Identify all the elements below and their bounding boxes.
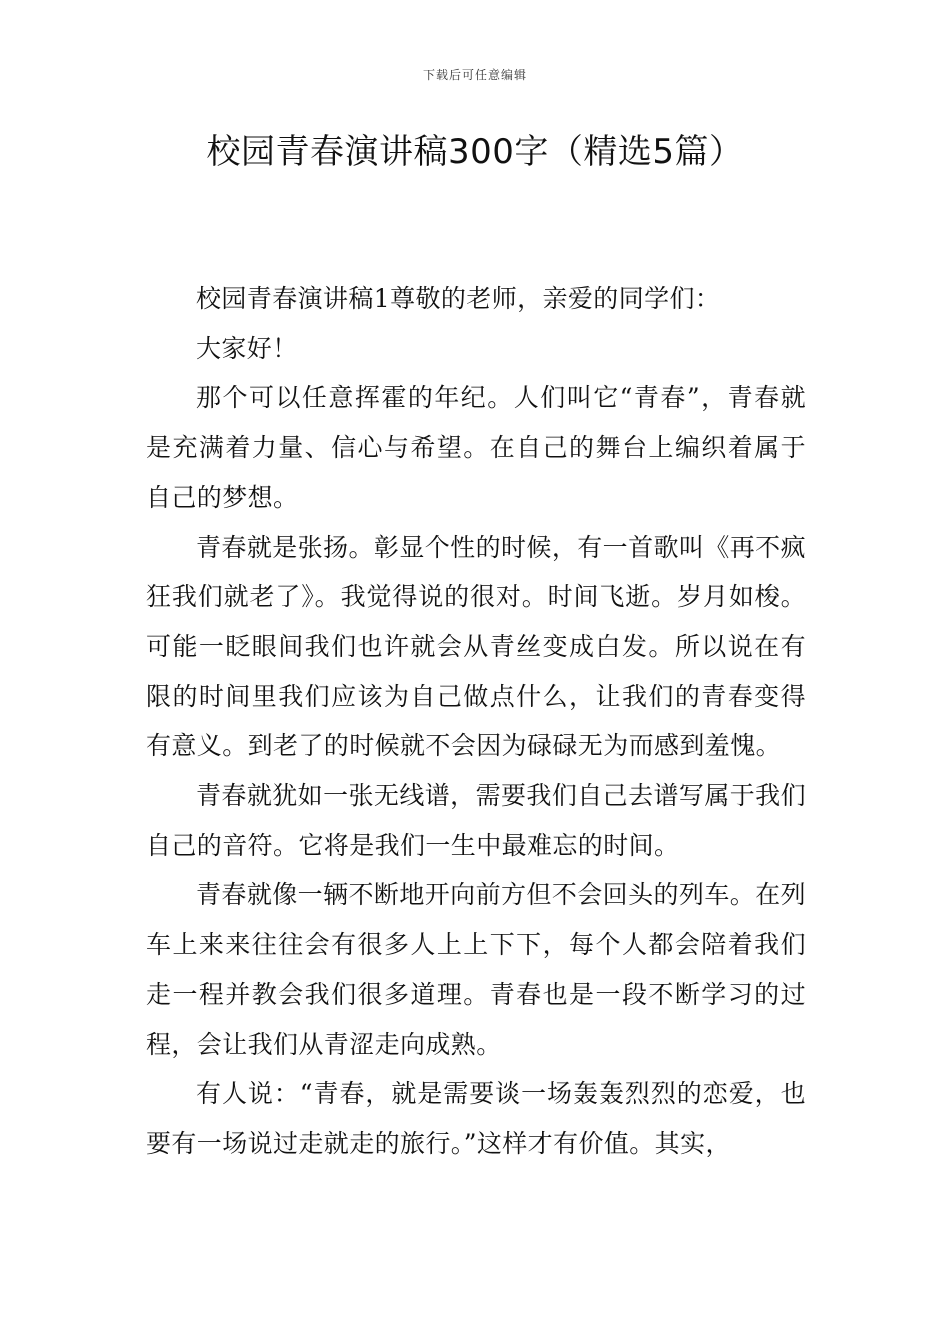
paragraph-3: 那个可以任意挥霍的年纪。人们叫它“青春”，青春就是充满着力量、信心与希望。在自己的舞台上编织着属于自己的梦想。 [146, 383, 806, 512]
header-note: 下载后可任意编辑 [422, 68, 527, 82]
document-title: 校园青春演讲稿300字（精选5篇） [206, 132, 744, 172]
paragraph-7: 有人说：“青春，就是需要谈一场轰轰烈烈的恋爱，也要有一场说过走就走的旅行。”这样才有价值。其实， [146, 1079, 806, 1158]
paragraph-1: 校园青春演讲稿1尊敬的老师，亲爱的同学们： [196, 284, 721, 313]
document-body [146, 274, 806, 1169]
paragraph-2: 大家好！ [196, 333, 298, 363]
paragraph-4: 青春就是张扬。彰显个性的时候，有一首歌叫《再不疯狂我们就老了》。我觉得说的很对。时间飞逝。岁月如梭。可能一眨眼间我们也许就会从青丝变成白发。所以说在有限的时间里我们应该为自己做点什么，让我们的青春变得有意义。到老了的时候就不会因为碌碌无为而感到羞愧。 [146, 532, 806, 761]
paragraph-6: 青春就像一辆不断地开向前方但不会回头的列车。在列车上来来往往会有很多人上上下下，每个人都会陪着我们走一程并教会我们很多道理。青春也是一段不断学习的过程，会让我们从青涩走向成熟。 [146, 880, 806, 1059]
paragraph-5: 青春就犹如一张无线谱，需要我们自己去谱写属于我们自己的音符。它将是我们一生中最难忘的时间。 [146, 781, 806, 860]
